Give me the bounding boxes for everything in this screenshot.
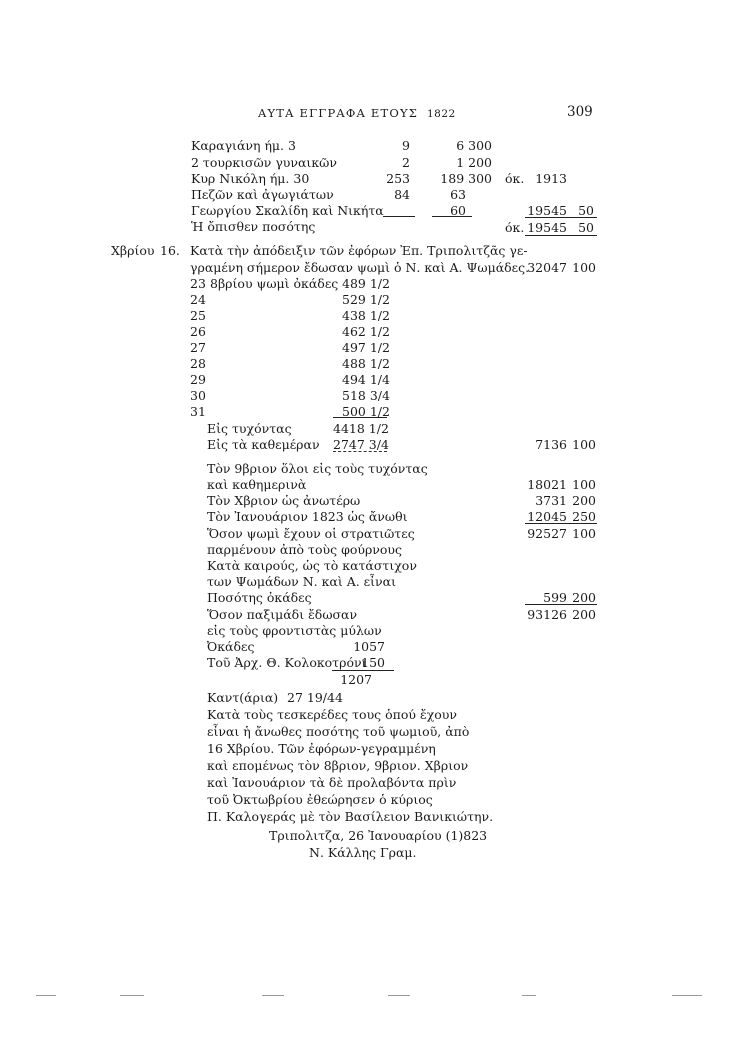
scan-mark [672, 995, 702, 996]
top-row-label: Καραγιάνη ήμ. 3 [191, 138, 296, 153]
running-header [258, 106, 456, 122]
top-row-label: 2 τουρκισῶν γυναικῶν [191, 155, 337, 170]
total-qty: 4418 1/2 [333, 421, 389, 436]
rule [525, 604, 597, 605]
day-qty: 497 1/2 [342, 340, 390, 355]
entry-amount-sub: 100 [572, 260, 596, 275]
kant-label: Καντ(άρια) [207, 690, 279, 705]
day-qty: 489 1/2 [342, 276, 390, 291]
summary-amount: 18021 [527, 477, 567, 492]
total-label: Εἰς τυχόντας [207, 421, 292, 436]
top-row-a1: 19545 [527, 220, 567, 235]
summary-amount: 93126 [527, 607, 567, 622]
summary-text: εἰς τοὺς φροντιστὰς μύλων [207, 623, 382, 638]
day-number: 24 [190, 292, 206, 307]
summary-amount-sub: 250 [572, 509, 596, 524]
top-row-c1: 84 [394, 187, 410, 202]
note-line: καὶ Ἰανουάριον τὰ δὲ προλαβόντα πρὶν [207, 775, 457, 790]
day-number: 25 [190, 308, 206, 323]
scan-mark [262, 995, 284, 996]
summary-text: Ὅσον παξιμάδι ἔδωσαν [207, 607, 358, 622]
day-qty: 494 1/4 [342, 372, 390, 387]
top-row-ok: όκ. [505, 171, 525, 186]
rule [333, 417, 387, 418]
top-row-c2: 6 300 [456, 138, 492, 153]
note-line: Π. Καλογεράς μὲ τὸν Βασίλειον Βανικιώτην. [207, 809, 494, 824]
summary-text: Τὸν 9βριον ὅλοι εἰς τοὺς τυχόντας [207, 461, 428, 476]
mills-label: Ὀκάδες [207, 639, 255, 654]
mills-value: 150 [361, 655, 385, 670]
top-row-label: Πεζῶν καὶ ἀγωγιάτων [191, 187, 334, 202]
scan-mark [388, 995, 410, 996]
total-label: Εἰς τὰ καθεμέραν [207, 437, 320, 452]
top-row-c2: 189 300 [440, 171, 492, 186]
scan-mark [36, 995, 56, 996]
day-number: 23 [190, 276, 206, 291]
day-qty: 438 1/2 [342, 308, 390, 323]
total-qty: 2747 3/4 [333, 437, 389, 452]
summary-amount-sub: 200 [572, 607, 596, 622]
signature-name: Ν. Κάλλης Γραμ. [309, 845, 417, 860]
day-number: 28 [190, 356, 206, 371]
header-year: 1822 [427, 108, 456, 120]
note-line: τοῦ Ὀκτωβρίου ἐθεώρησεν ὁ κύριος [207, 792, 433, 807]
summary-amount: 92527 [527, 526, 567, 541]
scan-mark [120, 995, 144, 996]
summary-text: παρμένουν ἀπὸ τοὺς φούρνους [207, 542, 403, 557]
summary-text: Κατὰ καιρούς, ὡς τὸ κατάστιχον [207, 558, 417, 573]
top-row-c2: 1 200 [456, 155, 492, 170]
day-number: 30 [190, 388, 206, 403]
entry-day: 16. [160, 243, 180, 258]
entry-line-2: γραμένη σήμερον ἔδωσαν ψωμὶ ὁ Ν. καὶ Α. Ψωμάδες. [190, 260, 530, 275]
note-line: καὶ επομένως τὸν 8βριον, 9βριον. Χβριον [207, 758, 469, 773]
top-row-label: Κυρ Νικόλη ήμ. 30 [191, 171, 310, 186]
summary-text: Ποσότης ὀκάδες [207, 590, 312, 605]
kant-value: 27 19/44 [287, 690, 343, 705]
top-row-a2: 50 [578, 203, 594, 218]
summary-text: καὶ καθημερινὰ [207, 477, 307, 492]
day-number: 29 [190, 372, 206, 387]
day-number: 26 [190, 324, 206, 339]
note-line: εἶναι ἡ ἄνωθες ποσότης τοῦ ψωμιοῦ, ἀπὸ [207, 724, 470, 739]
rule [432, 216, 472, 217]
mills-value: 1057 [353, 639, 385, 654]
rule [525, 217, 597, 218]
summary-amount-sub: 200 [572, 493, 596, 508]
note-line: Κατὰ τοὺς τεσκερέδες τους ὁπού ἔχουν [207, 707, 457, 722]
top-row-a1: 1913 [535, 171, 567, 186]
summary-amount: 599 [543, 590, 567, 605]
summary-text: Ὅσον ψωμὶ ἔχουν οἱ στρατιῶτες [207, 526, 415, 541]
top-row-label: Ἡ ὄπισθεν ποσότης [191, 219, 316, 234]
summary-amount: 12045 [527, 509, 567, 524]
day-qty: 488 1/2 [342, 356, 390, 371]
top-row-c2: 60 [450, 203, 466, 218]
page-number: 309 [567, 104, 593, 120]
top-row-c1: 253 [386, 171, 410, 186]
summary-text: Τὸν Χβριον ὡς ἀνωτέρω [207, 493, 361, 508]
top-row-c1: 9 [402, 138, 410, 153]
top-row-label: Γεωργίου Σκαλίδη καὶ Νικήτα [191, 203, 384, 218]
total-amount: 7136 [535, 437, 567, 452]
top-row-a1: 19545 [527, 203, 567, 218]
summary-amount-sub: 200 [572, 590, 596, 605]
note-line: 16 Χβρίου. Τῶν ἐφόρων-γεγραμμένη [207, 741, 436, 756]
summary-amount: 3731 [535, 493, 567, 508]
total-amount-sub: 100 [572, 437, 596, 452]
day-qty: 462 1/2 [342, 324, 390, 339]
top-row-ok: όκ. [505, 220, 525, 235]
rule [383, 216, 415, 217]
summary-amount-sub: 100 [572, 526, 596, 541]
signature-place-date: Τριπολιτζα, 26 Ἰανουαρίου (1)823 [269, 828, 488, 843]
day-qty: 518 3/4 [342, 388, 390, 403]
entry-line-1: Κατὰ τὴν ἀπόδειξιν τῶν ἐφόρων Ἐπ. Τριπολιτζᾶς γε- [190, 243, 528, 258]
day-text: 8βρίου ψωμὶ ὀκάδες [210, 276, 339, 291]
rule [525, 523, 597, 524]
entry-amount: 32047 [527, 260, 567, 275]
dotted-rule [333, 451, 387, 452]
mills-total: 1207 [340, 672, 372, 687]
day-number: 27 [190, 340, 206, 355]
summary-text: Τὸν Ἰανουάριον 1823 ὡς ἄνωθι [207, 509, 408, 524]
day-qty: 529 1/2 [342, 292, 390, 307]
summary-text: των Ψωμάδων Ν. καὶ Α. εἶναι [207, 574, 396, 589]
top-row-c2: 63 [450, 187, 466, 202]
entry-month: Χβρίου [111, 243, 155, 258]
rule [332, 670, 394, 671]
header-title: ΑΥΤΑ ΕΓΓΡΑΦΑ ΕΤΟΥΣ [258, 106, 419, 120]
summary-amount-sub: 100 [572, 477, 596, 492]
day-number: 31 [190, 404, 206, 419]
mills-label: Τοῦ Ἀρχ. Θ. Κολοκοτρόνι [207, 655, 367, 670]
top-row-a2: 50 [578, 220, 594, 235]
rule [525, 235, 597, 236]
scan-mark [522, 995, 536, 996]
top-row-c1: 2 [402, 155, 410, 170]
day-qty: 500 1/2 [342, 404, 390, 419]
